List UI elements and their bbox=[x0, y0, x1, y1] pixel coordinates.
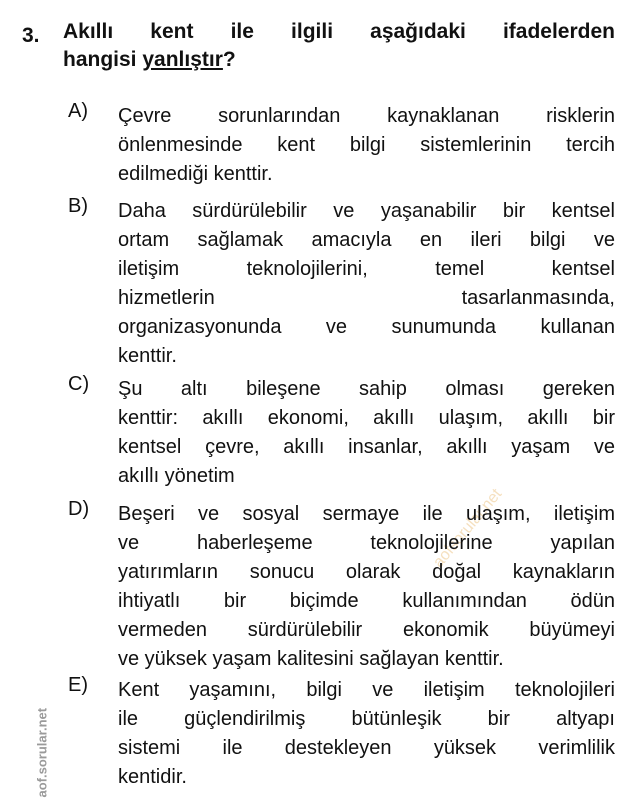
question-stem bbox=[63, 18, 615, 74]
option-text bbox=[118, 676, 615, 792]
option-text-line: edilmediği kenttir. bbox=[118, 163, 273, 185]
option-text-line: Çevre sorunlarından kaynaklanan risklerin bbox=[118, 105, 615, 127]
question-number: 3. bbox=[22, 24, 40, 47]
option-text-line: yatırımların sonucu olarak doğal kaynakların bbox=[118, 561, 615, 583]
option-text-line: organizasyonunda ve sunumunda kullanan bbox=[118, 316, 615, 338]
side-watermark: aof.sorular.net bbox=[34, 707, 50, 798]
question-line-1: Akıllı kent ile ilgili aşağıdaki ifadelerden bbox=[63, 20, 615, 43]
option-text-line: Daha sürdürülebilir ve yaşanabilir bir kentsel bbox=[118, 200, 615, 222]
question-emphasis: yanlıştır bbox=[142, 48, 223, 71]
option-text-line: ile güçlendirilmiş bütünleşik bir altyapı bbox=[118, 708, 615, 730]
question-prefix: hangisi bbox=[63, 48, 137, 71]
question-suffix: ? bbox=[222, 48, 236, 71]
option-text-line: iletişim teknolojilerini, temel kentsel bbox=[118, 258, 615, 280]
option-text-line: kenttir: akıllı ekonomi, akıllı ulaşım, akıllı bir bbox=[118, 407, 615, 429]
option-text-line: kentsel çevre, akıllı insanlar, akıllı yaşam ve bbox=[118, 436, 615, 458]
option-text-line: Şu altı bileşene sahip olması gereken bbox=[118, 378, 615, 400]
option-text bbox=[118, 197, 615, 371]
option-text-line: ve yüksek yaşam kalitesini sağlayan kenttir. bbox=[118, 648, 504, 670]
option-label: B) bbox=[68, 195, 88, 217]
option-text-line: önlenmesinde kent bilgi sistemlerinin tercih bbox=[118, 134, 615, 156]
option-text-line: kentidir. bbox=[118, 766, 187, 788]
option-label: E) bbox=[68, 674, 88, 696]
option-text-line: ihtiyatlı bir biçimde kullanımından ödün bbox=[118, 590, 615, 612]
option-text-line: akıllı yönetim bbox=[118, 465, 235, 487]
option-text-line: hizmetlerin tasarlanmasında, bbox=[118, 287, 615, 309]
option-text-line: Kent yaşamını, bilgi ve iletişim teknolojileri bbox=[118, 679, 615, 701]
option-text-line: ve haberleşeme teknolojilerine yapılan bbox=[118, 532, 615, 554]
option-text-line: vermeden sürdürülebilir ekonomik büyümeyi bbox=[118, 619, 615, 641]
option-label: D) bbox=[68, 498, 90, 520]
option-text-line: kenttir. bbox=[118, 345, 177, 367]
option-text-line: Beşeri ve sosyal sermaye ile ulaşım, iletişim bbox=[118, 503, 615, 525]
option-text-line: ortam sağlamak amacıyla en ileri bilgi ve bbox=[118, 229, 615, 251]
question-line-2 bbox=[63, 46, 615, 74]
option-text-line: sistemi ile destekleyen yüksek verimlilik bbox=[118, 737, 615, 759]
option-text bbox=[118, 102, 615, 189]
watermark: aofsorular.net bbox=[430, 485, 506, 571]
option-text bbox=[118, 500, 615, 674]
option-text bbox=[118, 375, 615, 491]
option-label: C) bbox=[68, 373, 90, 395]
option-label: A) bbox=[68, 100, 88, 122]
